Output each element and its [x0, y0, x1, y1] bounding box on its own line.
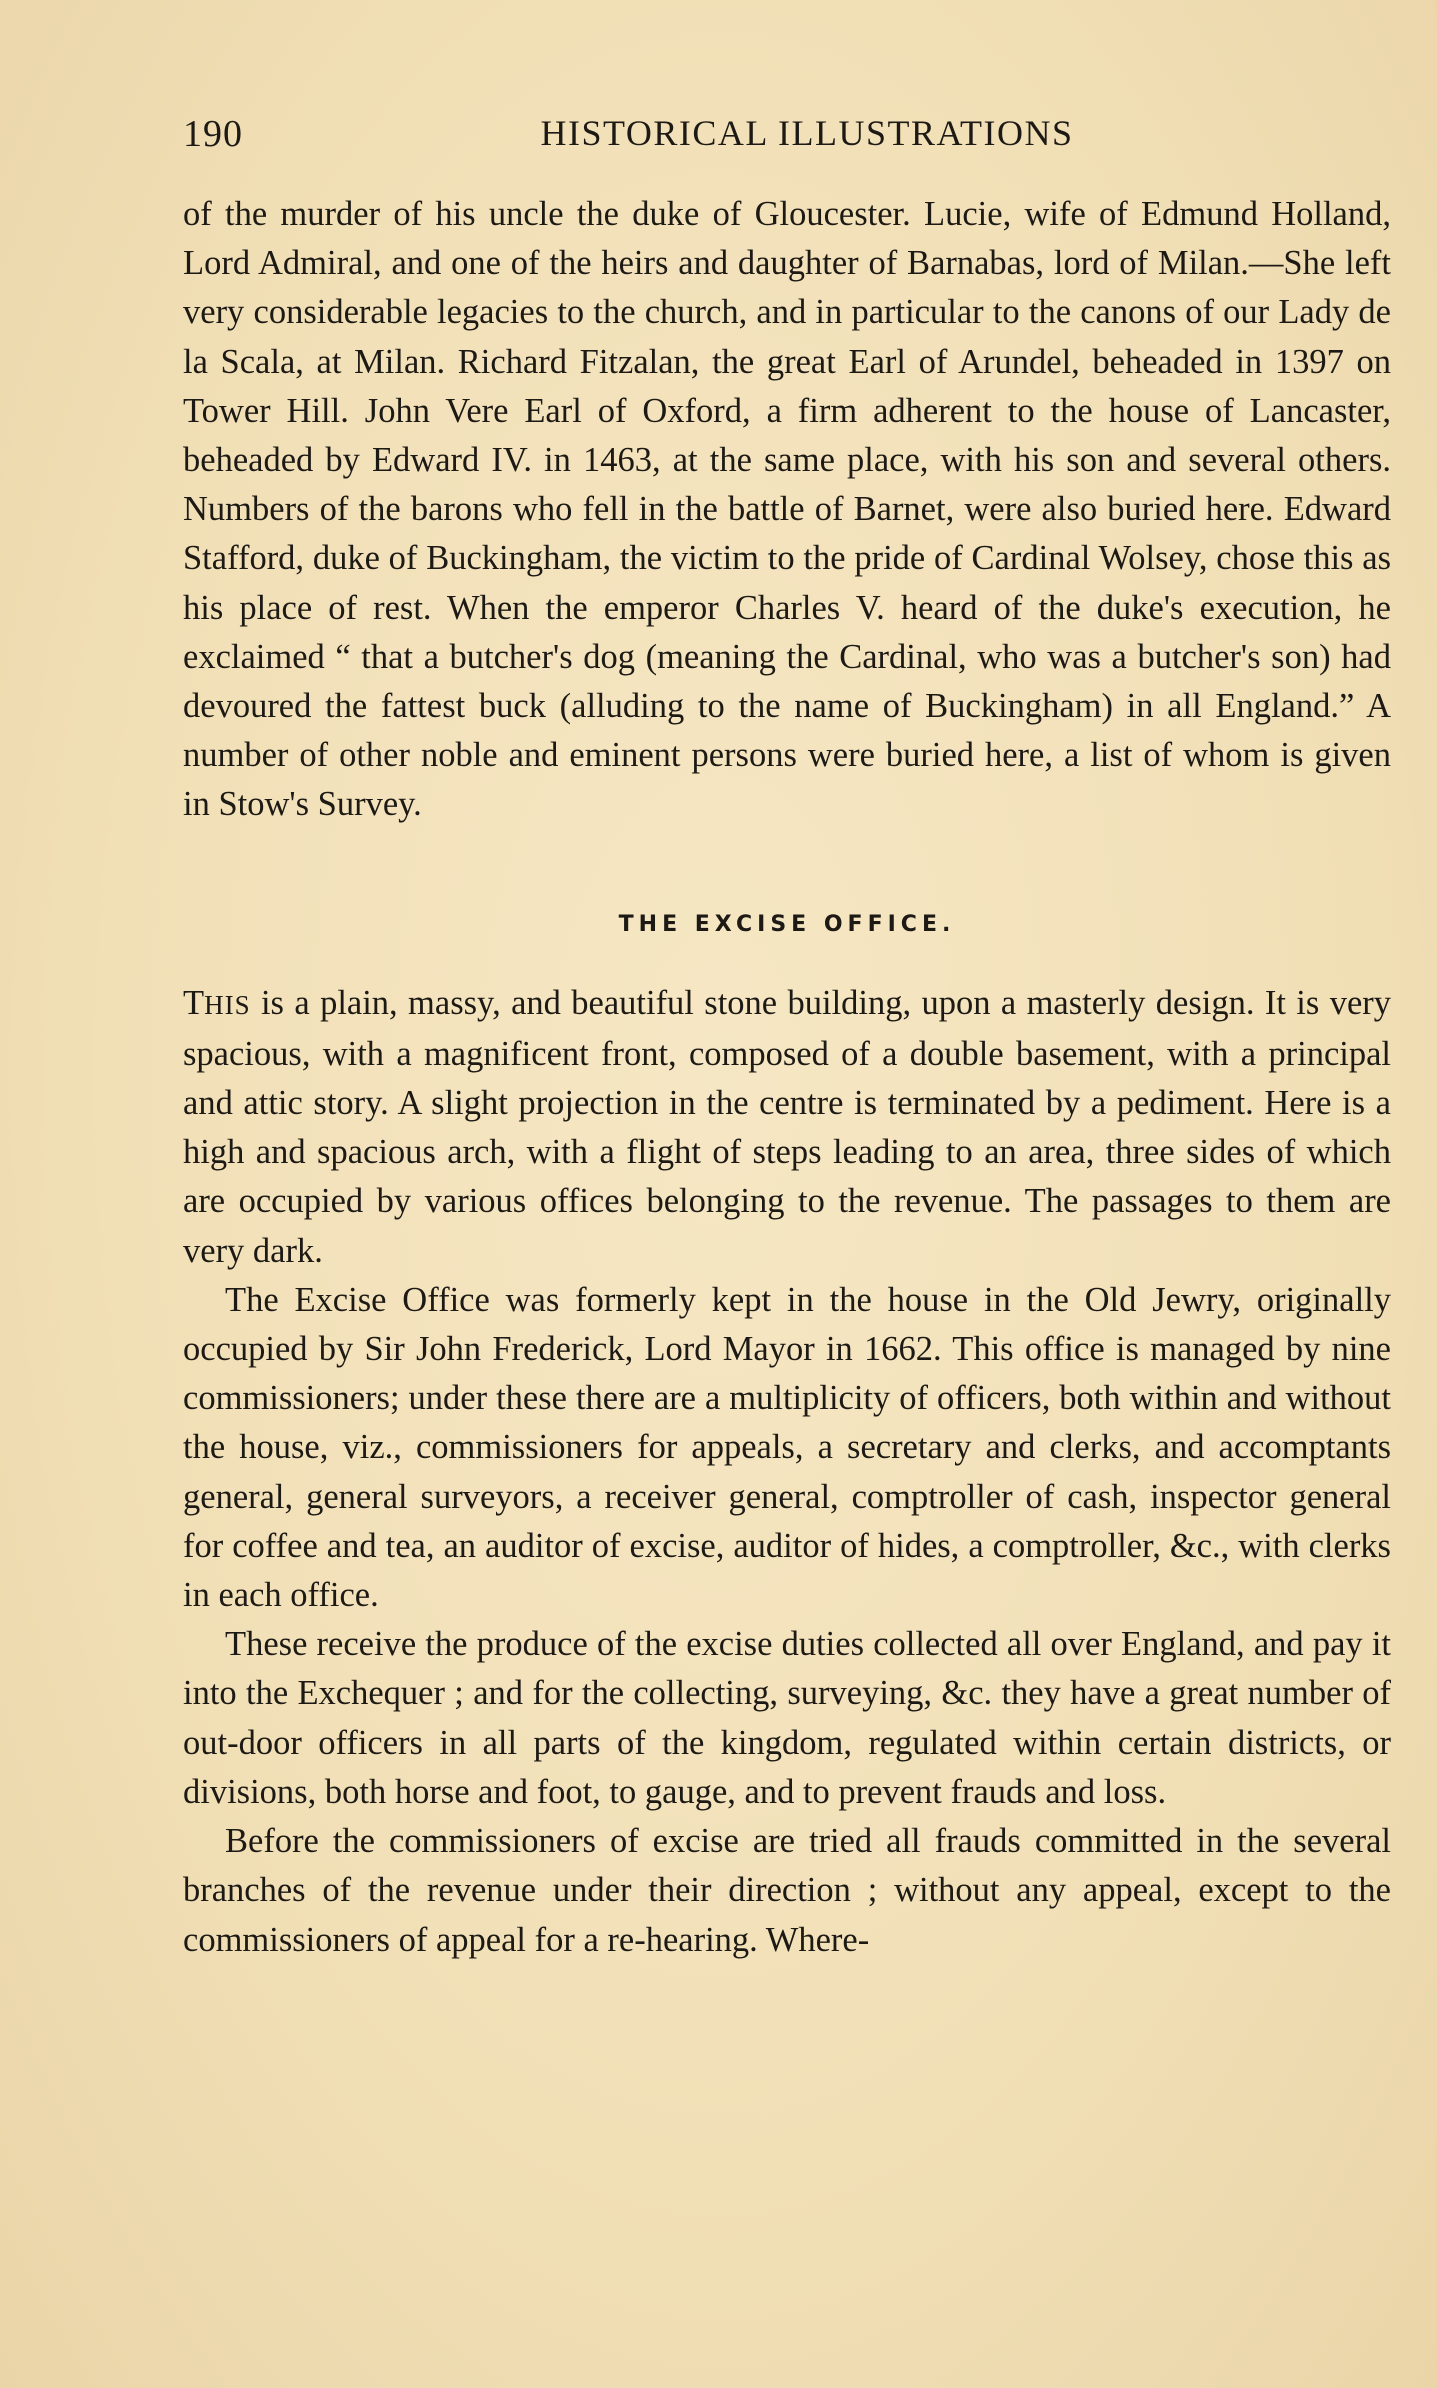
paragraph: The Excise Office was formerly kept in the house in the Old Jewry, originally occupied by Sir John Frederick, Lord Mayor in 1662. This office is managed by nine commissioners; under these there are a multiplicity of officers, both within and without the house, viz., commissioners for appeals, a secretary and clerks, and accomptants general, general surveyors, a receiver general, comptroller of cash, inspector general for coffee and tea, an auditor of excise, auditor of hides, a comptroller, &c., with clerks in each office.	[183, 1280, 1391, 1615]
paragraph: Before the commissioners of excise are tried all frauds committed in the several branches of the revenue under their direction ; without any appeal, except to the commissioners of appeal for a re-hearing. Where-	[183, 1822, 1391, 1959]
section-heading: THE EXCISE OFFICE.	[618, 911, 956, 937]
paragraph	[183, 979, 1391, 1276]
paragraph-text: is a plain, massy, and beautiful stone building, upon a masterly design. It is very spacious, with a magnificent front, composed of a double basement, with a principal and attic story. A slight projection in the centre is terminated by a pediment. Here is a high and spacious arch, with a flight of steps leading to an area, three sides of which are occupied by various offices belonging to the revenue. The passages to them are very dark.	[183, 983, 1391, 1270]
paragraph: These receive the produce of the excise duties collected all over England, and pay it into the Exchequer ; and for the collecting, surveying, &c. they have a great number of out-door officers in all parts of the kingdom, regulated within certain districts, or divisions, both horse and foot, to gauge, and to prevent frauds and loss.	[183, 1625, 1391, 1811]
section-text	[183, 979, 1391, 1965]
continued-text	[183, 190, 1391, 830]
paragraph: of the murder of his uncle the duke of Gloucester. Lucie, wife of Edmund Holland, Lord Admiral, and one of the heirs and daughter of Barnabas, lord of Milan.—She left very considerable legacies to the church, and in particular to the canons of our Lady de la Scala, at Milan. Richard Fitzalan, the great Earl of Arundel, beheaded in 1397 on Tower Hill. John Vere Earl of Oxford, a firm adherent to the house of Lancaster, beheaded by Edward IV. in 1463, at the same place, with his son and several others. Numbers of the barons who fell in the battle of Barnet, were also buried here. Edward Stafford, duke of Buckingham, the victim to the pride of Cardinal Wolsey, chose this as his place of rest. When the emperor Charles V. heard of the duke's execution, he exclaimed “ that a butcher's dog (meaning the Cardinal, who was a butcher's son) had devoured the fattest buck (alluding to the name of Buckingham) in all England.” A number of other noble and eminent persons were buried here, a list of whom is given in Stow's Survey.	[183, 195, 1391, 824]
initial-letter: T	[183, 983, 205, 1022]
page-header	[183, 112, 1391, 172]
running-title: HISTORICAL ILLUSTRATIONS	[540, 113, 1074, 153]
smallcaps-word: HIS	[204, 989, 251, 1020]
page-number: 190	[183, 113, 243, 155]
page-body	[183, 190, 1391, 1965]
